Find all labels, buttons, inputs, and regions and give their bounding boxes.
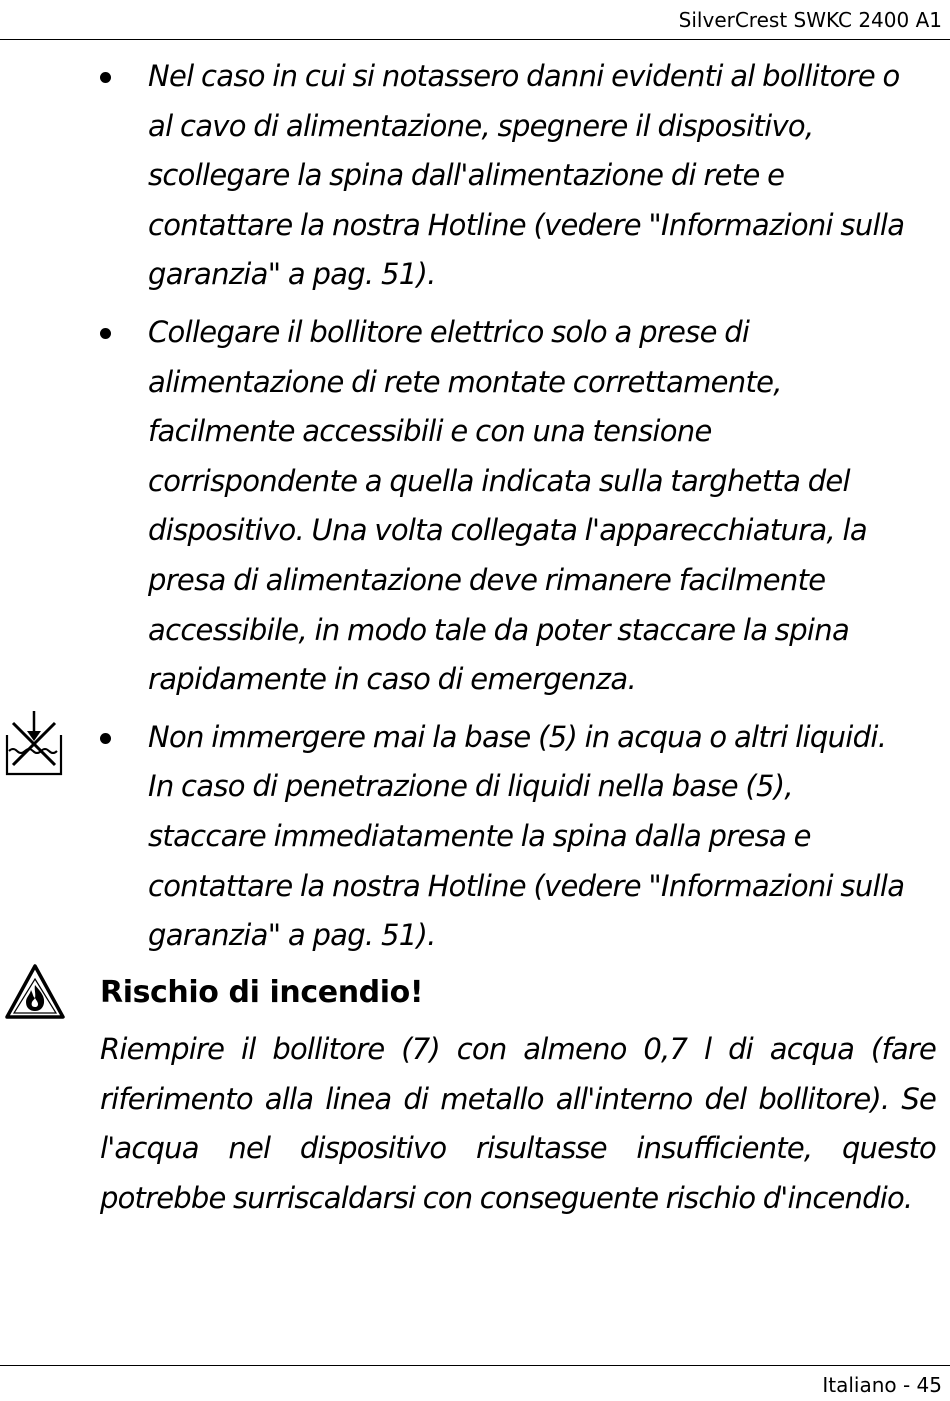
fire-risk-heading: Rischio di incendio! <box>100 975 424 1010</box>
bullet-item-power-outlet <box>0 308 918 705</box>
footer-page-label: Italiano - 45 <box>822 1373 942 1397</box>
no-immerse-icon <box>4 709 64 777</box>
bullet-text: Non immergere mai la base (5) in acqua o altri liquidi. In caso di penetrazione di liquidi nella base (5), staccare immediatamente la spina dalla presa e contattare la nostra Hotline (vedere "Informazioni sulla garanzia" a pag. 51). <box>148 719 905 953</box>
fire-risk-paragraph: Riempire il bollitore (7) con almeno 0,7 l di acqua (fare riferimento alla linea di metallo all'interno del bollitore). Se l'acqua nel dispositivo risultasse insufficiente, questo potrebbe surriscaldarsi con conseguente rischio d'incendio. <box>100 1032 936 1215</box>
bullet-dot <box>100 733 111 744</box>
bullet-text: Collegare il bollitore elettrico solo a prese di alimentazione di rete montate correttamente, facilmente accessibili e con una tensione corrispondente a quella indicata sulla targhetta del dispositivo. Una volta collegata l'apparecchiatura, la presa di alimentazione deve rimanere facilmente accessibile, in modo tale da poter staccare la spina rapidamente in caso di emergenza. <box>148 314 867 697</box>
fire-warning-icon <box>4 963 66 1021</box>
bullet-dot <box>100 328 111 339</box>
footer-rule <box>0 1365 950 1366</box>
bullet-text: Nel caso in cui si notassero danni evidenti al bollitore o al cavo di alimentazione, spegnere il dispositivo, scollegare la spina dall'alimentazione di rete e contattare la nostra Hotline (vedere "Informazioni sulla garanzia" a pag. 51). <box>148 59 905 292</box>
bullet-dot <box>100 72 111 83</box>
header-rule <box>0 39 950 40</box>
safety-bullet-list <box>0 52 950 969</box>
bullet-item-no-immerse <box>0 713 918 961</box>
header-product-name: SilverCrest SWKC 2400 A1 <box>678 8 942 32</box>
bullet-item-damage <box>0 52 918 300</box>
